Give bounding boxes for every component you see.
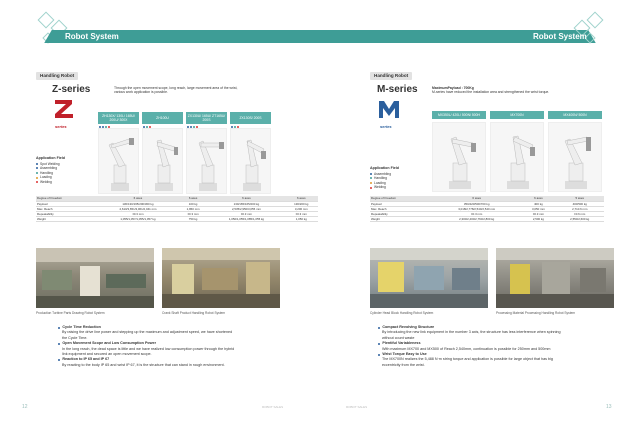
left-model-0: ZH130X/ 130L/ 165U/ 200U/ 300X: [98, 112, 139, 124]
left-spec-table: [36, 196, 318, 222]
left-header-title: Robot System: [65, 32, 119, 41]
application-item: Assembling: [370, 172, 399, 177]
table-row: Payload 130/130/165/200/300 kg 100 kg 130/165/165/200 kg 130/200 kg: [36, 201, 318, 206]
application-item: Spot Welding: [36, 162, 65, 167]
photo-caption: Production Turbine Parts Drawing Robot System: [36, 311, 105, 315]
left-model-1: ZH100U: [142, 112, 183, 124]
right-series-title: M-series: [377, 84, 418, 95]
z-logo-icon: [52, 98, 76, 124]
right-application-field: Application Field Assembling Handling Loading Welding: [370, 166, 399, 190]
z-series-logo: [52, 98, 76, 124]
left-application-field: Application Field Spot Welding Assembling Handling Loading Welding: [36, 156, 65, 184]
feature-title: Cycle Time Reduction: [58, 325, 318, 330]
robot-image: [186, 128, 227, 194]
right-footer: ROBOT SALES: [346, 405, 368, 409]
industrial-robot-icon: [433, 123, 486, 192]
table-row: Degree of Freedom 6 axes 6 axes 5 axes: [370, 196, 604, 201]
table-row: Degree of Freedom 6 axes 6 axes 6 axes 6 axes: [36, 196, 318, 201]
application-item: Handling: [370, 176, 399, 181]
left-section-tag: Handling Robot: [36, 72, 78, 80]
industrial-robot-icon: [187, 129, 227, 194]
table-row: Repeatability ±0.3 mm ±0.3 mm ±0.3 mm ±0.3 mm: [36, 212, 318, 217]
table-row: Weight 2,300/2,400/2,760/2,800 kg 2,500 kg 2,550/2,600 kg: [370, 217, 604, 222]
factory-scene-icon: [370, 248, 488, 308]
factory-photo: [370, 248, 488, 308]
photo-caption: Processing Material Processing Handling Robot System: [496, 311, 576, 315]
table-row: Repeatability ±0.3 mm ±0.3 mm ±0.6 mm: [370, 212, 604, 217]
robot-image: [432, 122, 486, 192]
feature-title: Open Movement Scope and Low Consumption Power: [58, 341, 318, 346]
feature-title: Wrist Torque Easy to Use: [378, 352, 614, 357]
table-row: Weight 1,055/1,057/1,055/1,057 kg 750 kg 1,050/1,055/1,085/1,055 kg 1,050 kg: [36, 217, 318, 222]
industrial-robot-icon: [491, 123, 544, 192]
application-item: Welding: [36, 180, 65, 185]
factory-photo: [36, 248, 154, 308]
industrial-robot-icon: [143, 129, 183, 194]
left-page-number: 12: [22, 404, 28, 410]
application-item: Loading: [370, 181, 399, 186]
left-features: Cycle Time Reduction By raising the drive line power and stepping up the maximum and adjustment speed, we have shortened the Cycle Time. Open Movement Scope and Low Consumption Power In the long reach, the dead space is little and we have realized low consumption power through the hybrid link equipment and secured an open movement scope. Reaction to IP 65 and IP 67 By reacting to the body IP 65 and wrist IP 67, it is the structure that can stand in rough environment.: [58, 325, 318, 368]
photo-caption: Crank Shaft Product Handling Robot System: [162, 311, 226, 315]
table-row: Max. Reach 3,018/2,778/2,540/2,540 mm 3,050 mm 2,710.6 mm: [370, 206, 604, 211]
feature-title: Compact Revolving Structure: [378, 325, 614, 330]
left-footer: ROBOT SALES: [262, 405, 284, 409]
factory-photo: [496, 248, 614, 308]
right-model-2: MX400N/ 500N: [548, 111, 602, 119]
right-features: Compact Revolving Structure By introducing the new link equipment in the number 3 axis, the structure has less interference when spinning without count waste Plentiful Variableness With maximum MX700 and MX500 of Reach 2,540mm, continuation is possible for 250mm and 500mm Wrist Torque Easy to Use The MX700N realizes the 5,488 N·m string torque and application is possible for large object that has big eccentricity from the wrist.: [378, 325, 614, 368]
factory-scene-icon: [36, 248, 154, 308]
left-model-2: ZX130U/ 165U/ ZT165U/ 200S: [187, 114, 226, 122]
robot-image: [548, 122, 602, 192]
feature-title: Plentiful Variableness: [378, 341, 614, 346]
application-item: Assembling: [36, 166, 65, 171]
application-item: Welding: [370, 185, 399, 190]
robot-image: [142, 128, 183, 194]
industrial-robot-icon: [549, 123, 602, 192]
left-model-3: ZX130S/ 200S: [230, 112, 271, 124]
factory-scene-icon: [162, 248, 280, 308]
right-section-tag: Handling Robot: [370, 72, 412, 80]
left-series-title: Z-series: [52, 84, 91, 95]
m-logo-icon: [377, 98, 401, 124]
right-model-1: MX700N: [490, 111, 544, 119]
robot-image: [98, 128, 139, 194]
photo-caption: Cylinder Head Block Handling Robot System: [370, 311, 434, 315]
application-item: Loading: [36, 175, 65, 180]
right-intro: MaximumPayload : 700Kg M-series have reduced the installation area and strengthened the wrist torque.: [432, 86, 550, 95]
right-page-number: 13: [606, 404, 612, 410]
industrial-robot-icon: [99, 129, 139, 194]
right-spec-table: [370, 196, 604, 222]
left-intro: Through the open movement scope, long reach, large movement area of the wrist, various work application is possible.: [114, 86, 238, 95]
right-model-0: MX350L/ 420L/ 500N/ 500H: [432, 111, 486, 119]
m-series-logo: [377, 98, 401, 124]
table-row: Max. Reach 2,610/3,651/3,061/2,041 mm 1,860 mm 2,535/2,950/3,055 mm 3,200 mm: [36, 206, 318, 211]
industrial-robot-icon: [231, 129, 271, 194]
feature-title: Reaction to IP 65 and IP 67: [58, 357, 318, 362]
right-logo-word: series: [380, 124, 392, 129]
left-logo-word: series: [55, 124, 67, 129]
robot-image: [490, 122, 544, 192]
right-header-title: Robot System: [533, 32, 587, 41]
robot-image: [230, 128, 271, 194]
factory-scene-icon: [496, 248, 614, 308]
application-item: Handling: [36, 171, 65, 176]
factory-photo: [162, 248, 280, 308]
table-row: Payload 350/420/500/700 kg 400 kg 400/500 kg: [370, 201, 604, 206]
